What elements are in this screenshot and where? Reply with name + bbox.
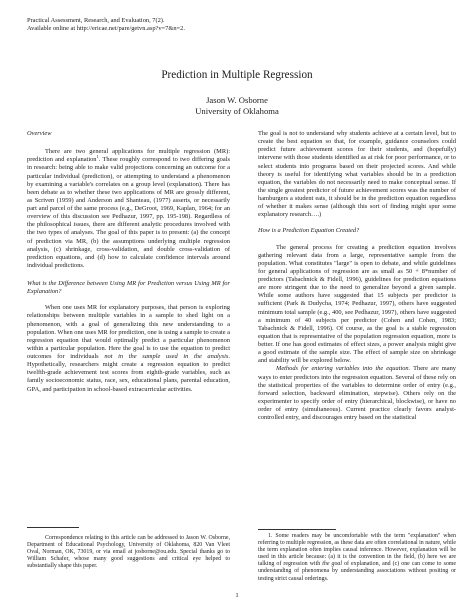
footnote-rule-right: [258, 529, 336, 530]
left-column: [27, 130, 230, 394]
footnote-rule-left: [27, 527, 79, 528]
continued-paragraph: The goal is not to understand why students achieve at a certain level, but to create the best equation so that, for example, guidance counselors could predict future achievement scores for their students, and (hopefully) intervene with those students identified as at risk for poor performance, or to select students into programs based on their projected scores. And while theory is useful for identifying what variables should be in a prediction equation, the variables do not necessarily need to make conceptual sense. If the single greatest predictor of future achievement scores was the number of hamburgers a student eats, it should be in the prediction equation regardless of whether it makes sense (although this sort of finding might spur some explanatory research….): [258, 130, 456, 219]
author-block: [0, 95, 474, 116]
author-affiliation: University of Oklahoma: [195, 105, 279, 116]
prediction-equation-heading: How is a Prediction Equation Created?: [258, 227, 360, 235]
footnote-marker: 1: [96, 154, 99, 160]
methods-paragraph: Methods for entering variables into the equation. There are many ways to enter predictors into the regression equation. Several of these rely on the statistical properties of the variables to determine order of entry (e.g., forward selection, backward elimination, stepwise). Others rely on the experimenter to specify order of entry (hierarchical, blockwise), or have no order of entry (simultaneous). Current practice clearly favors analyst-controlled entry, and discourages entry based on the statistical: [258, 365, 457, 422]
journal-header: [27, 17, 185, 33]
paper-title: Prediction in Multiple Regression: [161, 69, 313, 81]
right-column: [258, 130, 456, 422]
create-paragraph: The general process for creating a prediction equation involves gathering relevant data from a large, representative sample from the population. What constitutes "large" is open to debate, and while guidelines for general applications of regression are as small as 50 + 8*number of predictors (Tabachnick & Fidell, 1996), guidelines for prediction equations are more stringent due to the need to generalize beyond a given sample. While some authors have suggested that 15 subjects per predictor is sufficient (Park & Dudycha, 1974; Pedhazur, 1997), others have suggested minimum total sample (e.g., 400, see Pedhazur, 1997), others have suggested a minimum of 40 subjects per predictor (Cohen and Cohen, 1983; Tabachnick & Fidell, 1996). Of course, as the goal is a stable regression equation that is representative of the population regression equation, more is better. If one has good estimates of effect sizes, a power analysis might give a good estimate of the sample size. The effect of sample size on shrinkage and stability will be explored below.: [258, 243, 456, 365]
overview-heading: Overview: [27, 130, 52, 137]
footnote-1: 1. Some readers may be uncomfortable with the term "explanation" when referring to multiple regression, as these data are often correlational in nature, while the term explanation often implies causal inference. However, explanation will be used in this article because: (a) it is the convention in the field, (b) here we are talking of regression with the goal of explanation, and (c) one can come to some understanding of phenomena by understanding associations without positing or testing strict causal orderings.: [258, 533, 457, 582]
journal-citation: Practical Assessment, Research, and Evaluation, 7(2).: [27, 17, 165, 24]
author-name: Jason W. Osborne: [206, 95, 268, 105]
page-number: 1: [235, 592, 239, 599]
difference-paragraph: When one uses MR for explanatory purposes, that person is exploring relationships between multiple variables in a sample to shed light on a phenomenon, with a goal of generalizing this new understanding to a population. When one uses MR for prediction, one is using a sample to create a regression equation that would optimally predict a particular phenomenon within a particular population. Here the goal is to use the equation to predict outcomes for individuals not in the sample used in the analysis. Hypothetically, researchers might create a regression equation to predict twelfth-grade achievement test scores from eighth-grade variables, such as family socioeconomic status, race, sex, educational plans, parental education, GPA, and participation in school-based extracurricular activities.: [27, 304, 230, 393]
overview-paragraph: There are two general applications for multiple regression (MR): prediction and explanation$^1$. These roughly correspond to two differing goals in research: being able to make valid projections concerning an outcome for a particular individual (prediction), or attempting to understand a phenomenon by examining a variable's correlates on a group level (explanation). There has been debate as to whether these two applications of MR are grossly different, as Scriven (1959) and Anderson and Shanteau, (1977) asserts, or necessarily part and parcel of the same process (e.g., DeGroot, 1969, Kaplan, 1964; for an overview of this discussion see Pedhazur, 1997, pp. 195-198). Regardless of the philosophical issues, there are different analytic procedures involved with the two types of analyses. The goal of this paper is to present: (a) the concept of prediction via MR, (b) the assumptions underlying multiple regression analysis, (c) shrinkage, cross-validation, and double cross-validation of prediction equations, and (d) how to calculate confidence intervals around individual predictions.: [27, 148, 230, 269]
correspondence-note: Correspondence relating to this article can be addressed to Jason W. Osborne, Department of Educational Psychology, University of Oklahoma, 820 Van Vleet Oval, Norman, OK, 73019, or via email at josborne@ou.edu. Special thanks go to William Schafer, whose many good suggestions and critical eye helped to substantially shape this paper.: [27, 535, 230, 570]
methods-subheading: Methods for entering variables into the equation.: [276, 365, 411, 373]
difference-heading: What is the Difference between Using MR for Prediction versus Using MR for Explanation?: [27, 280, 230, 296]
online-url: Available online at http://ericae.net/pare/getvn.asp?v=7&n=2.: [27, 25, 185, 33]
